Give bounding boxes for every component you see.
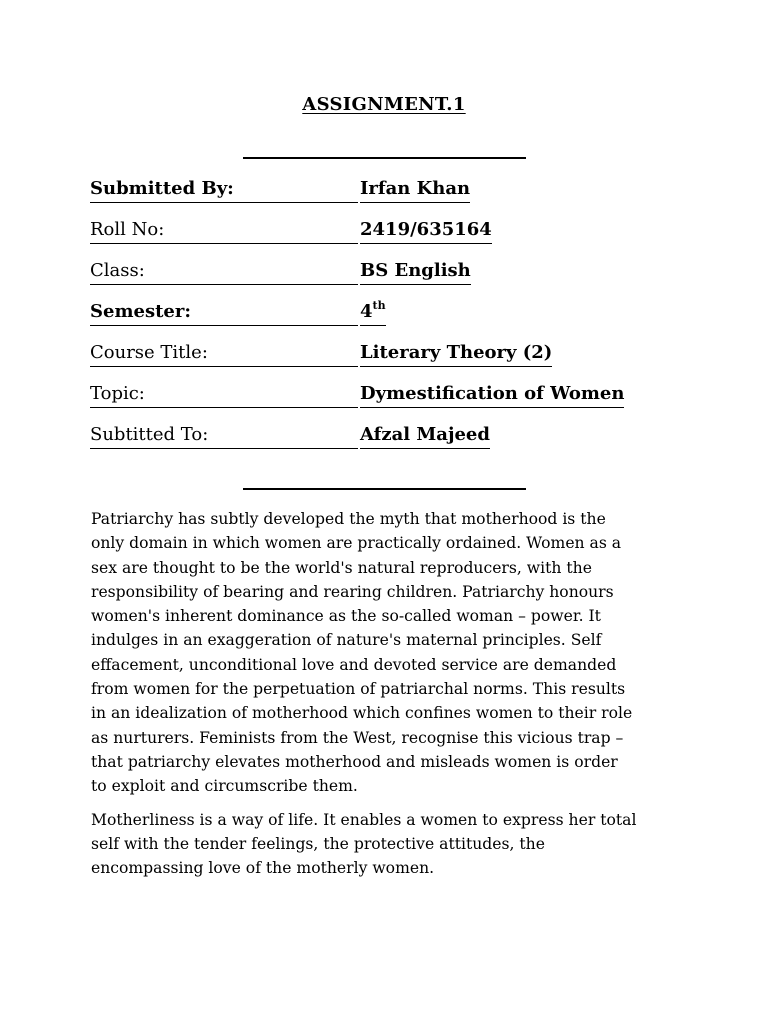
info-row-submitted-by	[90, 176, 690, 217]
info-value: 2419/635164	[360, 217, 492, 244]
page-title	[0, 94, 768, 115]
text-line: encompassing love of the motherly women.	[91, 859, 435, 878]
submission-info-table	[90, 176, 690, 463]
text-line: Motherliness is a way of life. It enables a women to express her total	[91, 810, 637, 829]
text-line: as nurturers. Feminists from the West, recognise this vicious trap –	[91, 728, 624, 747]
info-label	[90, 258, 358, 285]
info-value: Irfan Khan	[360, 176, 470, 203]
text-line: self with the tender feelings, the protective attitudes, the	[91, 834, 545, 853]
text-line: indulges in an exaggeration of nature's maternal principles. Self	[91, 631, 602, 650]
info-label-text: Semester:	[90, 301, 191, 322]
text-line: only domain in which women are practically ordained. Women as a	[91, 534, 622, 553]
info-row-class	[90, 258, 690, 299]
info-label	[90, 381, 358, 408]
info-label-text: Submitted By:	[90, 178, 234, 199]
info-value	[360, 299, 386, 326]
text-line: effacement, unconditional love and devoted service are demanded	[91, 655, 617, 674]
info-label	[90, 340, 358, 367]
text-line: Patriarchy has subtly developed the myth that motherhood is the	[91, 510, 606, 528]
info-value: Dymestification of Women	[360, 381, 624, 408]
text-line: that patriarchy elevates motherhood and misleads women is order	[91, 752, 618, 771]
info-label	[90, 299, 358, 326]
info-row-submitted-to	[90, 422, 690, 463]
semester-number: 4	[360, 301, 373, 322]
text-line: responsibility of bearing and rearing children. Patriarchy honours	[91, 582, 614, 601]
info-label-text: Subtitted To:	[90, 424, 209, 445]
essay-paragraph-1	[91, 507, 691, 799]
text-line: to exploit and circumscribe them.	[91, 777, 358, 796]
essay-paragraph-2	[91, 808, 691, 881]
info-label-text: Topic:	[90, 383, 145, 404]
top-divider	[243, 157, 526, 159]
text-line: sex are thought to be the world's natural reproducers, with the	[91, 558, 592, 577]
info-row-course-title	[90, 340, 690, 381]
info-value: Afzal Majeed	[360, 422, 490, 449]
info-label	[90, 422, 358, 449]
essay-body	[91, 507, 691, 889]
info-row-roll-no	[90, 217, 690, 258]
text-line: women's inherent dominance as the so-called woman – power. It	[91, 607, 601, 626]
info-value: BS English	[360, 258, 471, 285]
info-label	[90, 176, 358, 203]
info-label-text: Course Title:	[90, 342, 208, 363]
info-row-topic	[90, 381, 690, 422]
assignment-title: ASSIGNMENT.1	[302, 94, 466, 115]
info-label-text: Class:	[90, 260, 145, 281]
text-line: in an idealization of motherhood which confines women to their role	[91, 704, 633, 723]
info-value	[360, 340, 552, 367]
info-value-text: Literary Theory (2)	[360, 342, 553, 363]
info-label-text: Roll No:	[90, 219, 165, 240]
info-label	[90, 217, 358, 244]
bottom-divider	[243, 488, 526, 490]
semester-ordinal-suffix: th	[372, 299, 386, 312]
text-line: from women for the perpetuation of patriarchal norms. This results	[91, 680, 626, 699]
info-row-semester	[90, 299, 690, 340]
